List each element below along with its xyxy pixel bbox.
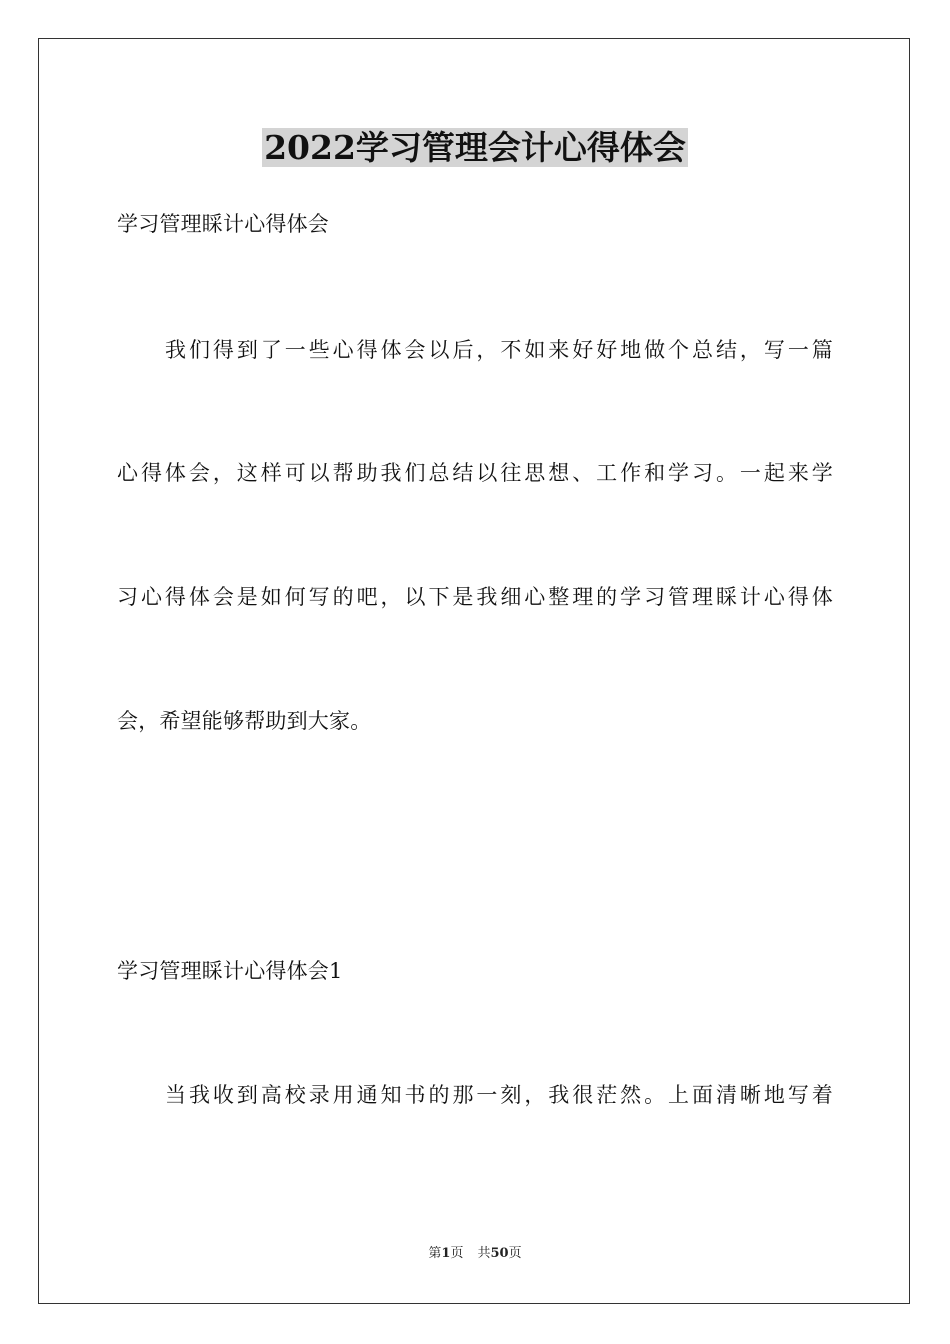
document-subtitle: 学习管理睬计心得体会 [117, 212, 329, 236]
footer-page-prefix: 第 [428, 1246, 442, 1261]
footer-page-current: 1 [441, 1246, 451, 1261]
footer-total-unit: 页 [508, 1246, 522, 1261]
section-1-heading: 学习管理睬计心得体会1 [117, 959, 343, 983]
page-footer [0, 1245, 950, 1263]
footer-page-unit: 页 [450, 1246, 464, 1261]
document-title [0, 128, 950, 168]
intro-line-2: 心得体会，这样可以帮助我们总结以往思想、工作和学习。一起来学 [117, 461, 833, 485]
section-1-line-1: 当我收到高校录用通知书的那一刻，我很茫然。上面清晰地写着 [165, 1083, 833, 1107]
document-title-text: 2022学习管理会计心得体会 [264, 128, 686, 167]
intro-line-1: 我们得到了一些心得体会以后，不如来好好地做个总结，写一篇 [165, 338, 833, 362]
footer-total-prefix: 共 [477, 1246, 491, 1261]
intro-line-3: 习心得体会是如何写的吧，以下是我细心整理的学习管理睬计心得体 [117, 585, 833, 609]
footer-page-total: 50 [490, 1246, 509, 1261]
intro-line-4: 会，希望能够帮助到大家。 [117, 709, 372, 733]
